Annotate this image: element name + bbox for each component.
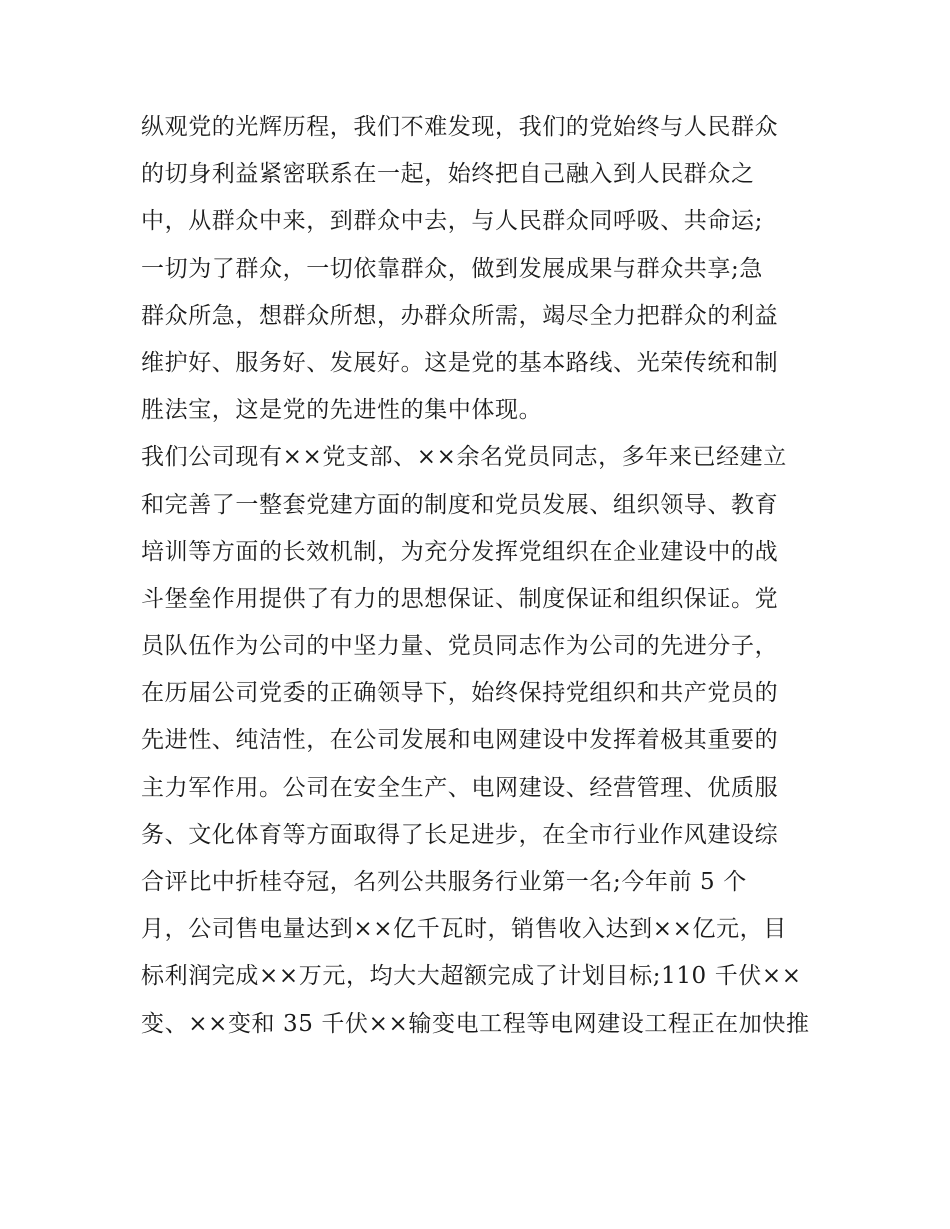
text-line: 群众所急，想群众所想，办群众所需，竭尽全力把群众的利益 bbox=[141, 302, 779, 329]
text-line: 先进性、纯洁性，在公司发展和电网建设中发挥着极其重要的 bbox=[141, 727, 779, 754]
text-line: 一切为了群众，一切依靠群众，做到发展成果与群众共享;急 bbox=[141, 255, 763, 282]
text-line: 月，公司售电量达到××亿千瓦时，销售收入达到××亿元，目 bbox=[141, 916, 787, 943]
text-line: 我们公司现有××党支部、××余名党员同志，多年来已经建立 bbox=[141, 444, 787, 471]
text-line: 中，从群众中来，到群众中去，与人民群众同呼吸、共命运; bbox=[141, 208, 763, 235]
text-line: 培训等方面的长效机制，为充分发挥党组织在企业建设中的战 bbox=[141, 538, 779, 565]
text-line: 胜法宝，这是党的先进性的集中体现。 bbox=[141, 397, 543, 424]
text-line: 维护好、服务好、发展好。这是党的基本路线、光荣传统和制 bbox=[141, 349, 779, 376]
text-line: 在历届公司党委的正确领导下，始终保持党组织和共产党员的 bbox=[141, 680, 779, 707]
document-body bbox=[141, 104, 821, 1048]
text-line: 标利润完成××万元，均大大超额完成了计划目标;110 千伏×× bbox=[141, 963, 802, 990]
text-line: 员队伍作为公司的中坚力量、党员同志作为公司的先进分子， bbox=[141, 633, 779, 660]
text-line: 斗堡垒作用提供了有力的思想保证、制度保证和组织保证。党 bbox=[141, 585, 779, 612]
text-line: 纵观党的光辉历程，我们不难发现，我们的党始终与人民群众 bbox=[141, 114, 779, 140]
text-line: 主力军作用。公司在安全生产、电网建设、经营管理、优质服 bbox=[141, 774, 779, 801]
paragraph-party-history bbox=[141, 104, 821, 434]
text-line: 变、××变和 35 千伏××输变电工程等电网建设工程正在加快推 bbox=[141, 1010, 810, 1037]
text-line: 务、文化体育等方面取得了长足进步，在全市行业作风建设综 bbox=[141, 821, 779, 848]
paragraph-company-status bbox=[141, 434, 821, 1047]
text-line: 的切身利益紧密联系在一起，始终把自己融入到人民群众之 bbox=[141, 161, 755, 188]
text-line: 合评比中折桂夺冠，名列公共服务行业第一名;今年前 5 个 bbox=[141, 869, 747, 895]
text-line: 和完善了一整套党建方面的制度和党员发展、组织领导、教育 bbox=[141, 491, 779, 518]
